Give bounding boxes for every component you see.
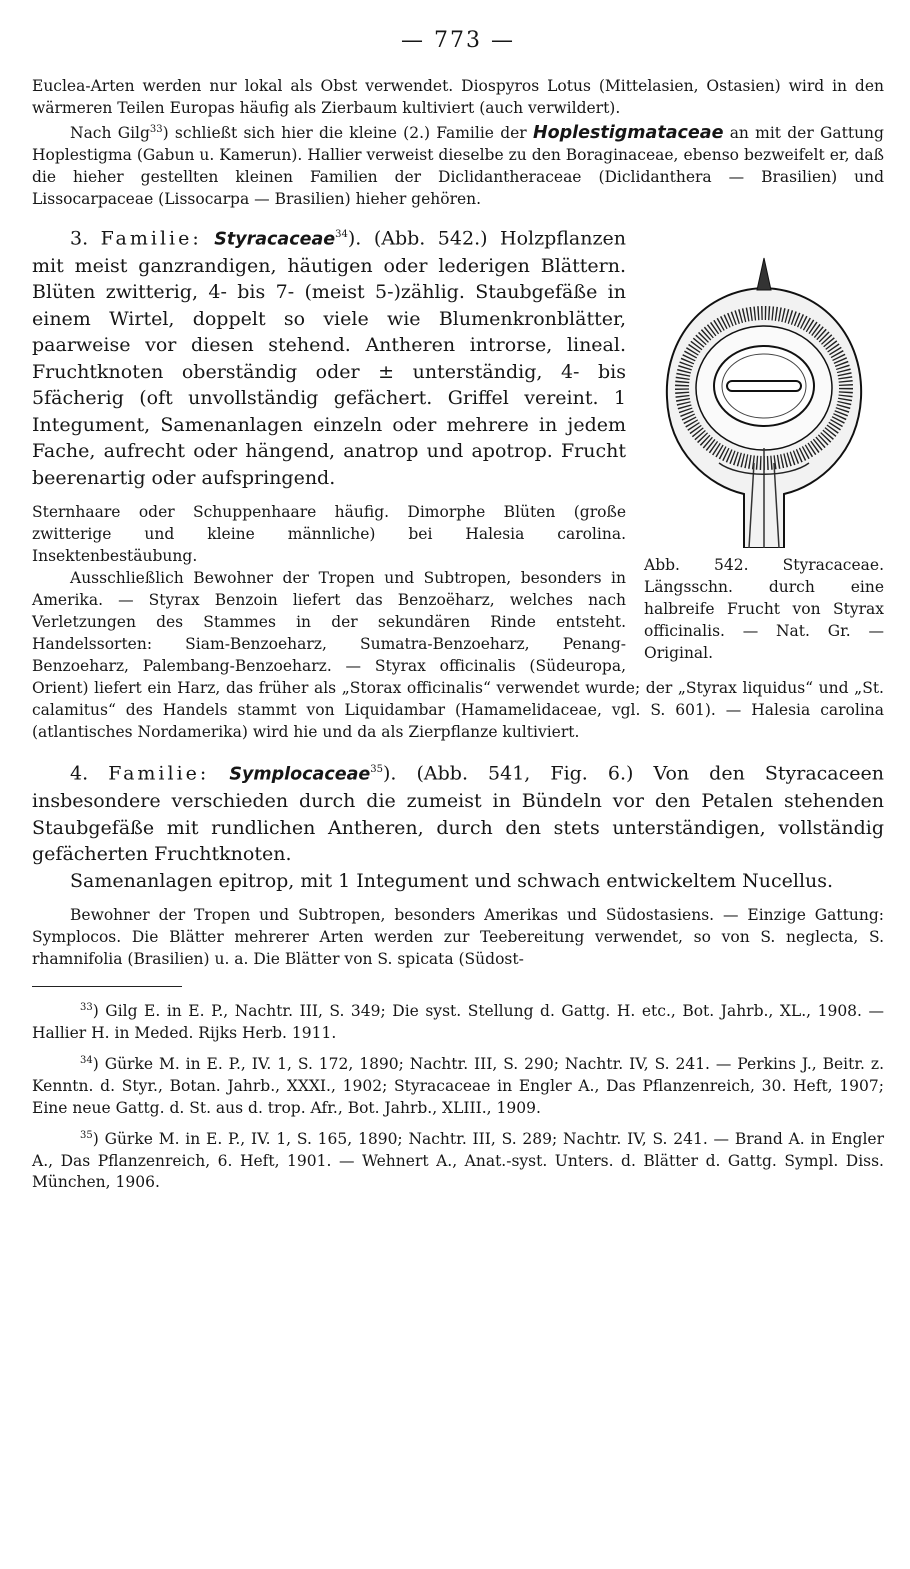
footnote-35 (32, 1125, 884, 1194)
footnote-number: 34 (80, 1055, 93, 1067)
footnote-ref-33: 33 (149, 124, 163, 135)
intro-text-c: an mit der Gattung Hoplestigma (Gabun u. Kamerun). Hallier verweist dieselbe zu den Boraginaceae, ebenso bezweifelt er, daß die hieher gestellten kleinen Familien der Diclidantheraceae (Diclidanthera — Brasilien) und Lissocarpaceae (Lissocarpa — Brasilien) hieher gehören. (32, 124, 884, 209)
footnote-text: ) Gürke M. in E. P., IV. 1, S. 165, 1890; Nachtr. III, S. 289; Nachtr. IV, S. 241. — Brand A. in Engler A., Das Pflanzenreich, 6. Heft, 1901. — Wehnert A., Anat.-syst. Unters. d. Blätter d. Gattg. Sympl. Diss. München, 1906. (32, 1130, 884, 1192)
family-name-styracaceae: Styracaceae (214, 229, 336, 250)
footnote-number: 35 (80, 1130, 93, 1142)
footnote-text: ) Gürke M. in E. P., IV. 1, S. 172, 1890; Nachtr. III, S. 290; Nachtr. IV, S. 241. — Perkins J., Beitr. z. Kenntn. d. Styr., Botan. Jahrb., XXXI., 1902; Styracaceae in Engler A., Das Pflanzenreich, 30. Heft, 1907; Eine neue Gattg. d. St. aus d. trop. Afr., Bot. Jahrb., XLIII., 1909. (32, 1055, 884, 1117)
family4-description: ). (Abb. 541, Fig. 6.) Von den Styracaceen insbesondere verschieden durch die zumeist in Bündeln vor den Petalen stehenden Staubgefäße mit rundlichen Antheren, durch den stets unterständigen, vollständig gefächerten Fruchtknoten. (32, 762, 884, 866)
intro-paragraph-1: Euclea-Arten werden nur lokal als Obst verwendet. Diospyros Lotus (Mittelasien, Ostasien) wird in den wärmeren Teilen Europas häufig als Zierbaum kultiviert (auch verwildert). (32, 77, 884, 117)
page (32, 28, 884, 1200)
family3-label: Familie: (100, 227, 202, 250)
family4-section (32, 757, 884, 894)
footnote-ref-35: 35 (370, 764, 383, 776)
footnote-34 (32, 1050, 884, 1119)
family4-paragraph (32, 757, 884, 867)
intro-paragraph-2 (32, 119, 884, 210)
footnote-text: ) Gilg E. in E. P., Nachtr. III, S. 349; Die syst. Stellung d. Gattg. H. etc., Bot. Jahrb., XL., 1908. — Hallier H. in Meded. Rijks Herb. 1911. (32, 1002, 884, 1042)
family4-paragraph-2: Samenanlagen epitrop, mit 1 Integument und schwach entwickeltem Nucellus. (70, 869, 834, 892)
family4-number: 4. (70, 762, 89, 785)
family3-note-2: Ausschließlich Bewohner der Tropen und Subtropen, besonders in Amerika. — Styrax Benzoin liefert das Benzoëharz, welches nach Verletzungen des Stammes in der sekundären Rinde entsteht. Handelssorten: Siam-Benzoeharz, Sumatra-Benzoeharz, Penang-Benzoeharz, Palembang-Benzoeharz. — Styrax officinalis (Südeuropa, Orient) liefert ein Harz, das früher als „Storax officinalis“ verwendet wurde; der „Styrax liquidus“ und „St. calamitus“ des Handels stammt von Liquidambar (Hamamelidaceae, vgl. S. 601). — Halesia carolina (atlantisches Nordamerika) wird hie und da als Zierpflanze kultiviert. (32, 569, 884, 742)
family4-label: Familie: (108, 762, 210, 785)
footnote-number: 33 (80, 1002, 93, 1014)
figure-caption: Abb. 542. Styracaceae. Längsschn. durch eine halbreife Frucht von Styrax officinalis. — Nat. Gr. — Original. (644, 556, 884, 663)
intro-section (32, 75, 884, 210)
page-number: — 773 — (401, 28, 515, 53)
family-name-symplocaceae: Symplocaceae (229, 764, 371, 785)
family4-paragraph-3: Bewohner der Tropen und Subtropen, besonders Amerikas und Südostasiens. — Einzige Gattung: Symplocos. Die Blätter mehrerer Arten werden zur Teebereitung verwendet, so von S. neglecta, S. rhamnifolia (Brasilien) u. a. Die Blätter von S. spicata (Südost- (32, 906, 884, 969)
footnote-33 (32, 997, 884, 1044)
author-gilg: Nach Gilg (70, 124, 150, 143)
family-name-hoplestigmataceae: Hoplestigmataceae (532, 123, 724, 144)
family3-number: 3. (70, 227, 89, 250)
family3-note-1: Sternhaare oder Schuppenhaare häufig. Dimorphe Blüten (große zwitterige und kleine männliche) bei Halesia carolina. Insektenbestäubung. (32, 503, 626, 566)
styrax-fruit-illustration (649, 248, 879, 548)
footnotes (32, 997, 884, 1193)
intro-text-b: ) schließt sich hier die kleine (2.) Familie der (162, 124, 527, 143)
family4-notes (32, 904, 884, 970)
family3-description: ). (Abb. 542.) Holzpflanzen mit meist ganzrandigen, häutigen oder lederigen Blättern. Blüten zwitterig, 4- bis 7- (meist 5-)zählig. Staubgefäße in einem Wirtel, doppelt so viele wie Blumenkronblätter, paarweise vor diesen stehend. Antheren introrse, lineal. Fruchtknoten oberständig oder ± unterständig, 4- bis 5fächerig (oft unvollständig gefächert. Griffel vereint. 1 Integument, Samenanlagen einzeln oder mehrere in jedem Fache, aufrecht oder hängend, anatrop und apotrop. Frucht beerenartig oder aufspringend. (32, 227, 626, 489)
footnote-ref-34: 34 (335, 229, 348, 241)
figure-542 (644, 248, 884, 664)
footnote-divider (32, 986, 182, 987)
